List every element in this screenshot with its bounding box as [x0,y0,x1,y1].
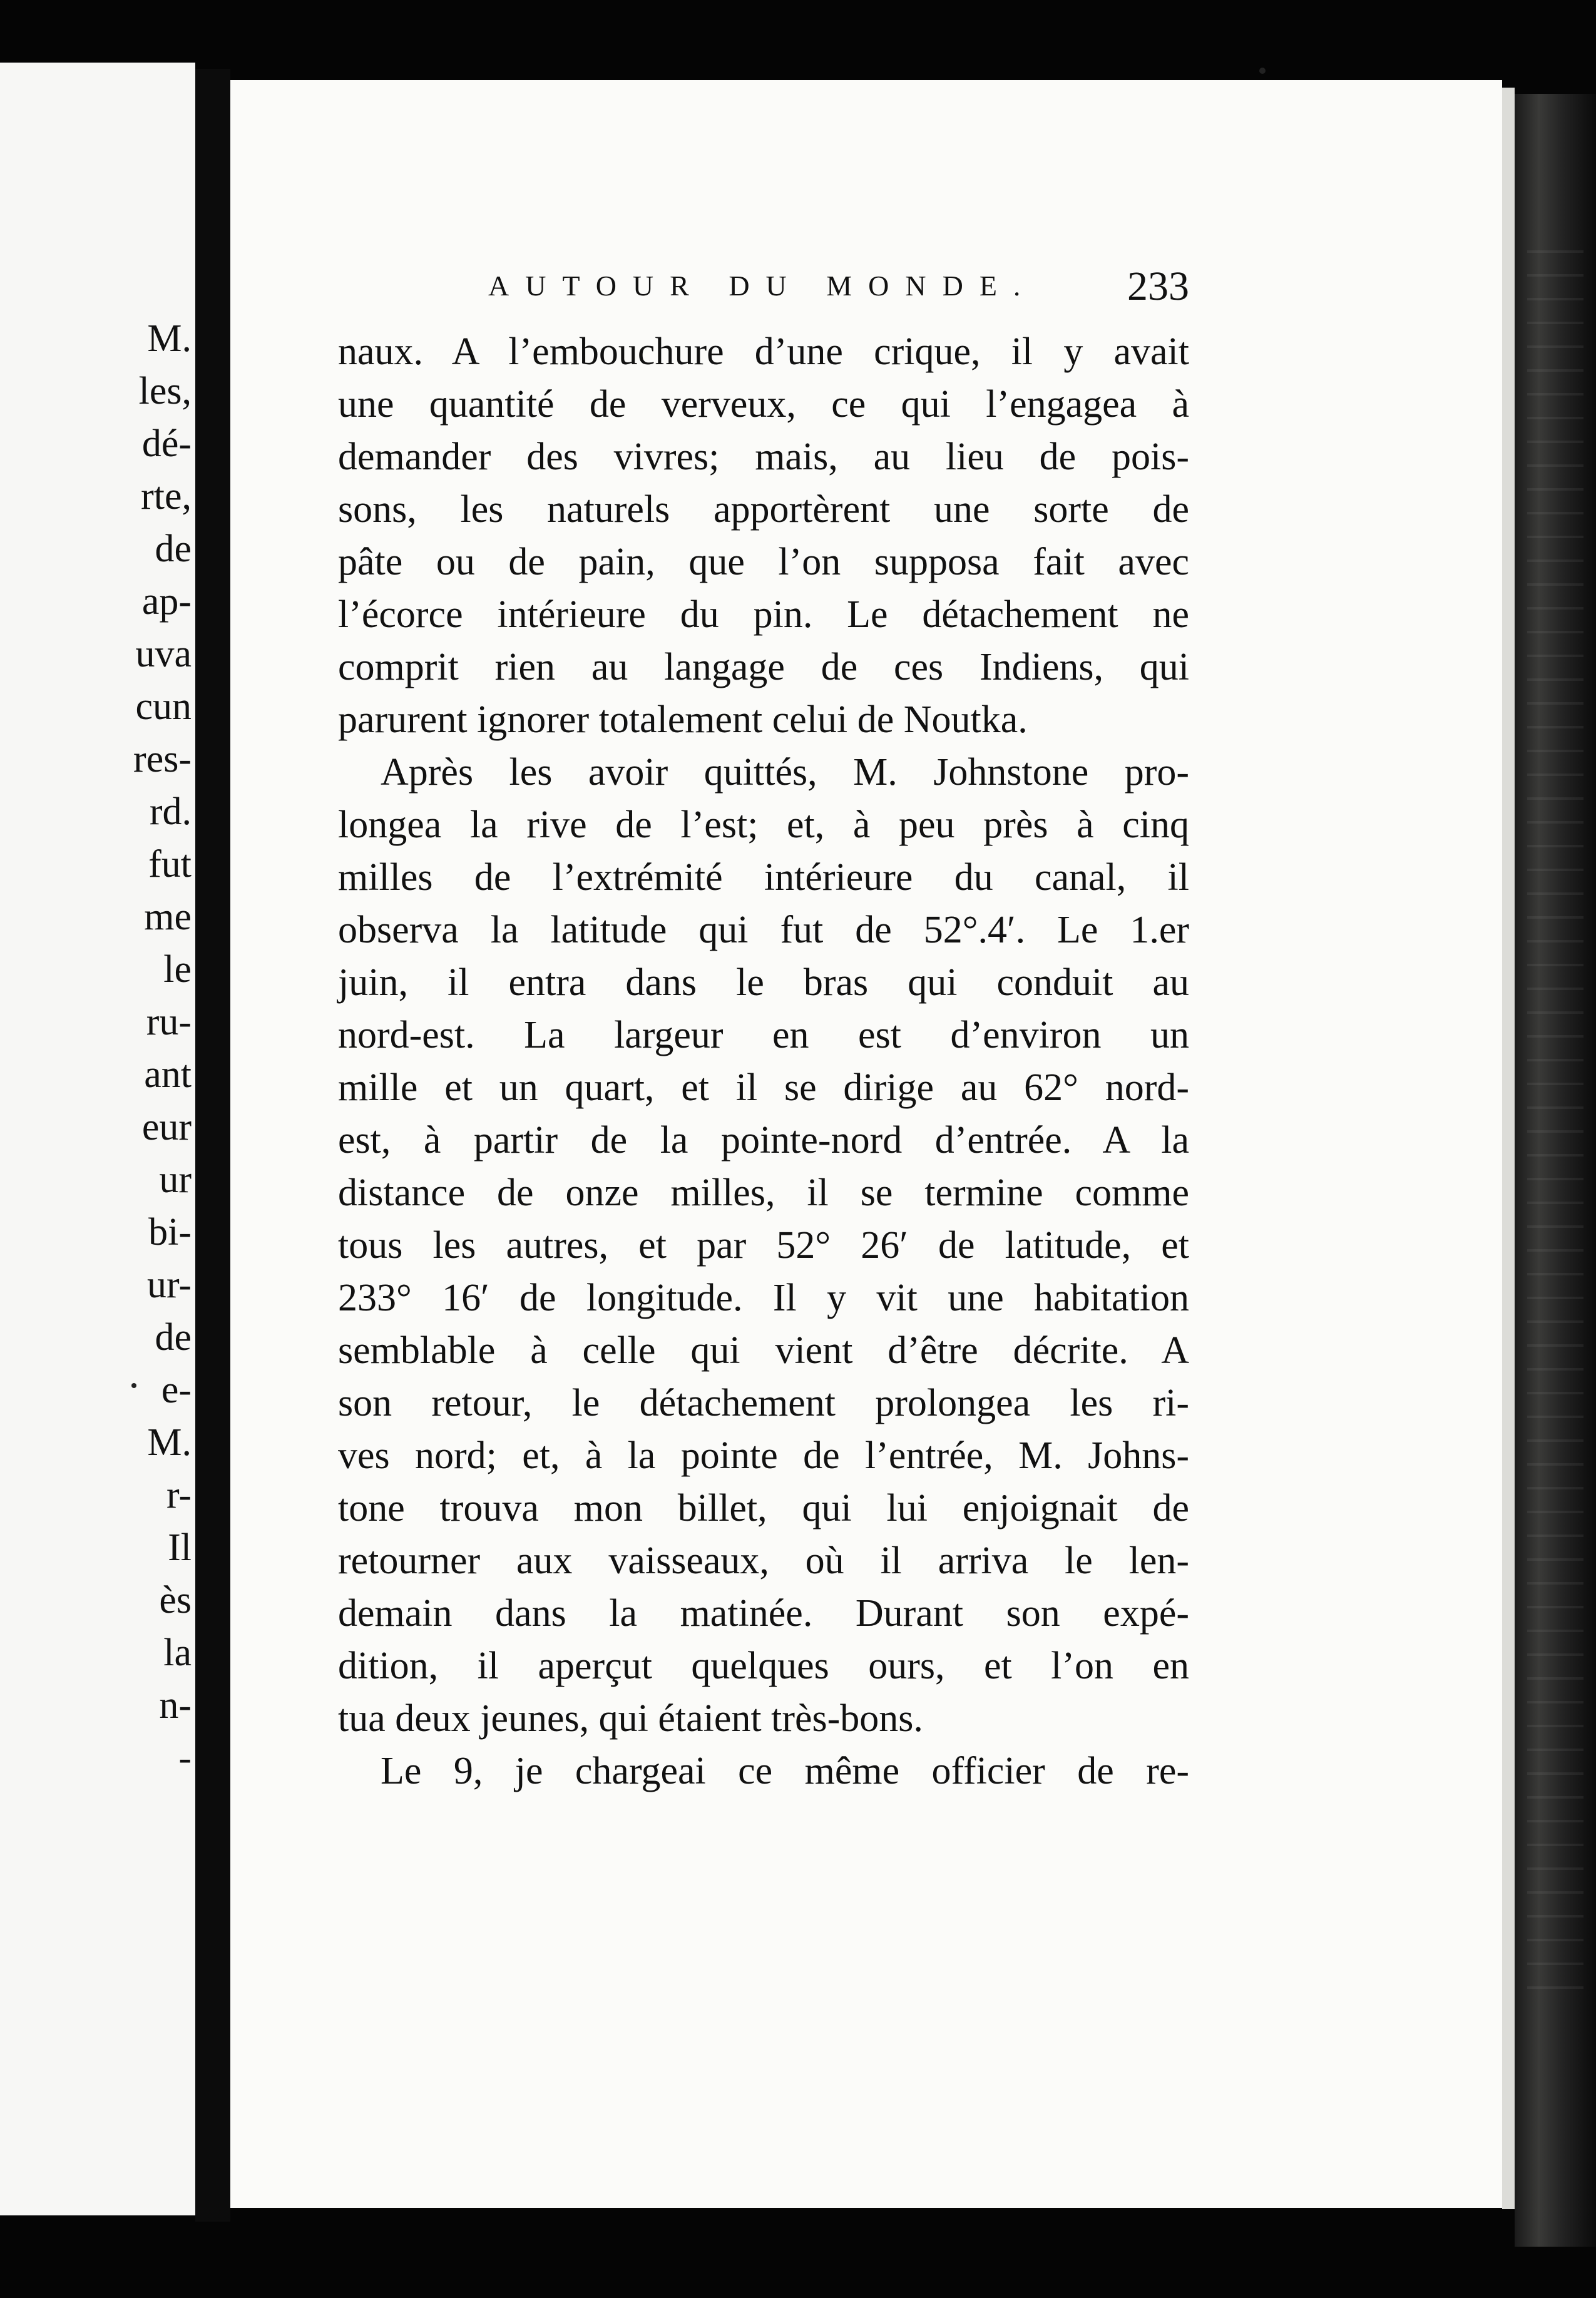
left-page-line-fragment: ur- [146,1264,192,1306]
left-page-line-fragment: bi- [148,1211,192,1254]
text-line: mille et un quart, et il se dirige au 62° nord- [338,1066,1189,1109]
text-line: retourner aux vaisseaux, où il arriva le len- [338,1540,1189,1582]
left-page-line-fragment: M. [147,317,192,360]
text-line: comprit rien au langage de ces Indiens, qui [338,646,1189,688]
text-line: son retour, le détachement prolongea les ri- [338,1382,1189,1424]
text-line: sons, les naturels apportèrent une sorte de [338,488,1189,531]
text-line: Après les avoir quittés, M. Johnstone pro- [381,751,1189,794]
dust-speck [131,1383,136,1388]
left-page-line-fragment: me [144,896,192,938]
left-page-line-fragment: de [155,1316,192,1359]
left-page-line-fragment: Il [168,1526,192,1569]
left-page-line-fragment: M. [147,1421,192,1464]
left-page-line-fragment: eur [141,1106,192,1148]
body-text [338,325,1189,1797]
text-line: pâte ou de pain, que l’on supposa fait avec [338,541,1189,583]
left-page-line-fragment: les, [138,370,192,412]
left-page-line-fragment: res- [133,738,192,780]
left-page-line-fragment: de [155,528,192,570]
left-page-line-fragment: le [163,948,192,991]
text-line: l’écorce intérieure du pin. Le détachement ne [338,593,1189,636]
left-page-line-fragment: e- [161,1369,192,1411]
running-head: AUTOUR DU MONDE. [488,270,1037,302]
text-line: tua deux jeunes, qui étaient très-bons. [338,1697,923,1740]
left-page-line-fragment: r- [166,1474,192,1516]
text-line: une quantité de verveux, ce qui l’engagea à [338,383,1189,426]
book-gutter [195,69,230,2222]
text-line: juin, il entra dans le bras qui conduit au [338,961,1189,1004]
dust-speck [1259,68,1266,74]
text-line: semblable à celle qui vient d’être décrite. A [338,1329,1189,1372]
left-page-line-fragment: dé- [141,422,192,465]
left-page-line-fragment: cun [135,685,192,728]
text-line: longea la rive de l’est; et, à peu près à cinq [338,804,1189,846]
text-line: nord-est. La largeur en est d’environ un [338,1014,1189,1056]
spine-texture [1527,250,1583,2003]
text-line: demander des vivres; mais, au lieu de pois- [338,436,1189,478]
text-line: naux. A l’embouchure d’une crique, il y avait [338,330,1189,373]
page-header [338,263,1189,313]
page-edge [1502,88,1515,2209]
left-page-line-fragment: la [163,1632,192,1674]
text-line: Le 9, je chargeai ce même officier de re- [381,1750,1189,1792]
text-line: milles de l’extrémité intérieure du canal, il [338,856,1189,899]
text-line: observa la latitude qui fut de 52°.4′. Le 1.er [338,909,1189,951]
left-page-line-fragment: ap- [141,580,192,623]
text-line: distance de onze milles, il se termine comme [338,1172,1189,1214]
left-page-line-fragment: ru- [146,1001,192,1043]
left-page-line-fragment: rd. [149,790,192,833]
left-page-line-fragment: ant [144,1053,192,1096]
text-line: tous les autres, et par 52° 26′ de latitude, et [338,1224,1189,1267]
left-page-line-fragment: ès [159,1579,192,1621]
text-line: 233° 16′ de longitude. Il y vit une habitation [338,1277,1189,1319]
text-line: dition, il aperçut quelques ours, et l’on en [338,1645,1189,1687]
text-line: demain dans la matinée. Durant son expé- [338,1592,1189,1635]
text-line: tone trouva mon billet, qui lui enjoignait de [338,1487,1189,1529]
text-line: ves nord; et, à la pointe de l’entrée, M. Johns- [338,1434,1189,1477]
left-page-line-fragment: ur [159,1158,192,1201]
page-number: 233 [1127,263,1189,309]
text-line: est, à partir de la pointe-nord d’entrée. A la [338,1119,1189,1162]
left-page-line-fragment: uva [135,633,192,675]
left-page-line-fragment: fut [148,843,192,886]
left-page-line-fragment: - [178,1737,192,1779]
left-page-line-fragment: rte, [141,475,192,518]
left-page-line-fragment: n- [159,1684,192,1727]
text-line: parurent ignorer totalement celui de Noutka. [338,698,1028,741]
previous-page-margin [0,63,195,2215]
